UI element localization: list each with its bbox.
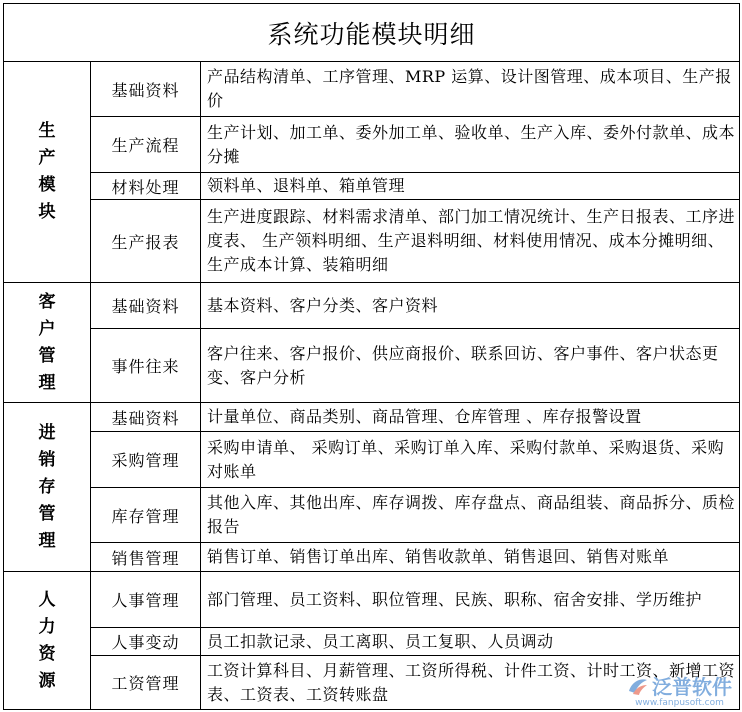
submodule-cell: 采购管理: [91, 432, 201, 488]
group-cell-customer: [4, 283, 91, 403]
detail-cell: 销售订单、销售订单出库、销售收款单、销售退回、销售对账单: [201, 543, 740, 572]
submodule-cell: 基础资料: [91, 62, 201, 117]
watermark: [627, 671, 732, 708]
group-label: 人力资源: [38, 589, 56, 691]
detail-cell: 领料单、退料单、箱单管理: [201, 173, 740, 200]
watermark-brand: 泛普软件: [652, 675, 732, 699]
detail-cell: 其他入库、其他出库、库存调拨、库存盘点、商品组装、商品拆分、质检报告: [201, 488, 740, 543]
group-cell-hr: [4, 572, 91, 710]
submodule-cell: 工资管理: [91, 656, 201, 710]
submodule-cell: 人事变动: [91, 628, 201, 656]
detail-cell: 产品结构清单、工序管理、MRP 运算、设计图管理、成本项目、生产报价: [201, 62, 740, 117]
submodule-cell: 销售管理: [91, 543, 201, 572]
detail-cell: 客户往来、客户报价、供应商报价、联系回访、客户事件、客户状态更变、客户分析: [201, 329, 740, 403]
detail-cell: 部门管理、员工资料、职位管理、民族、职称、宿舍安排、学历维护: [201, 572, 740, 628]
group-label: 生产模块: [38, 121, 56, 222]
submodule-cell: 生产报表: [91, 200, 201, 283]
submodule-cell: 基础资料: [91, 283, 201, 329]
submodule-cell: 事件往来: [91, 329, 201, 403]
detail-cell: 员工扣款记录、员工离职、员工复职、人员调动: [201, 628, 740, 656]
detail-cell: 计量单位、商品类别、商品管理、仓库管理 、库存报警设置: [201, 403, 740, 432]
submodule-cell: 基础资料: [91, 403, 201, 432]
watermark-url: www.fanpusoft.com: [635, 698, 724, 708]
detail-cell: 基本资料、客户分类、客户资料: [201, 283, 740, 329]
group-label: 进销存管理: [38, 422, 56, 551]
detail-cell: 生产进度跟踪、材料需求清单、部门加工情况统计、生产日报表、工序进度表、 生产领料明细、生产退料明细、材料使用情况、成本分摊明细、生产成本计算、装箱明细: [201, 200, 740, 283]
submodule-cell: 人事管理: [91, 572, 201, 628]
submodule-cell: 材料处理: [91, 173, 201, 200]
submodule-cell: 库存管理: [91, 488, 201, 543]
detail-cell: 生产计划、加工单、委外加工单、验收单、生产入库、委外付款单、成本分摊: [201, 117, 740, 173]
group-cell-production: [4, 62, 91, 283]
submodule-cell: 生产流程: [91, 117, 201, 173]
table-title: 系统功能模块明细: [4, 4, 740, 62]
module-table: [3, 3, 740, 710]
group-label: 客户管理: [38, 291, 56, 393]
group-cell-inventory: [4, 403, 91, 572]
brand-logo-icon: [627, 676, 649, 696]
detail-cell: 采购申请单、 采购订单、采购订单入库、采购付款单、采购退货、采购对账单: [201, 432, 740, 488]
detail-cell: 工资计算科目、月薪管理、工资所得税、计件工资、计时工资、新增工资表、工资表、工资转账盘: [201, 656, 740, 710]
